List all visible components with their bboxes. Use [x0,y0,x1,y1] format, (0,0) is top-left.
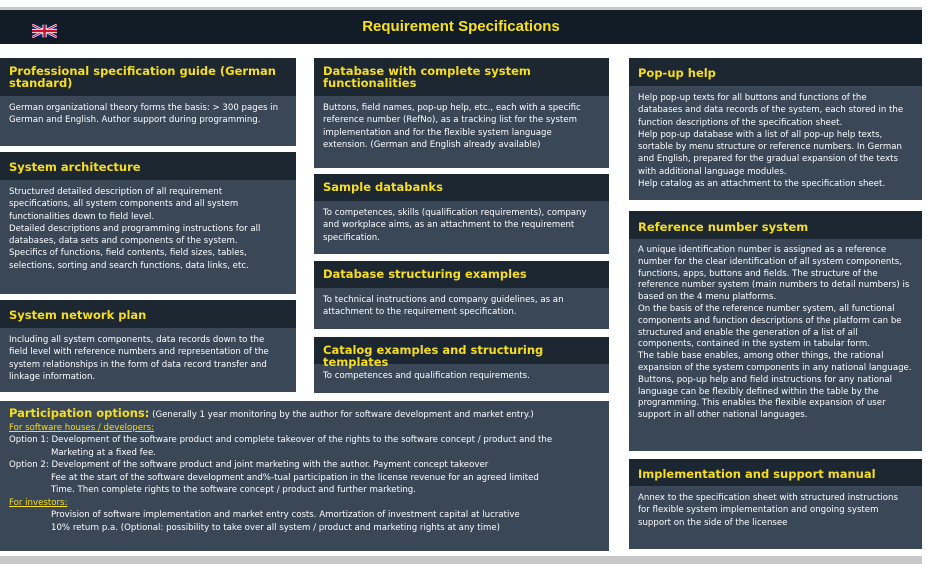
text-line: To technical instructions and company guidelines, as an [323,295,564,305]
card-system-network-plan [0,300,296,392]
participation-title: Participation options: [9,406,150,420]
text-line: Detailed descriptions and programming instructions for all [9,223,261,234]
investors-link[interactable]: For investors: [9,497,68,508]
text-line: support in all other national languages. [638,410,808,421]
text-line: databases, data sets and components of the system. [9,236,238,247]
header-bar [0,7,922,44]
text-line: The table base enables, among other things, the rational [638,351,884,362]
text-line: databases and data records of the system, each stored in the [638,105,904,116]
text-line: Help catalog as an attachment to the specification sheet. [638,179,886,190]
card-catalog-examples [314,337,609,393]
text-line: Help pop-up texts for all buttons and functions of the [638,93,867,103]
card-specification-guide [0,58,296,146]
text-line: specification. [323,232,380,243]
text-line: components, contained in the system in tabular form. [638,339,870,350]
card-title: Implementation and support manual [629,459,922,486]
text-line: Including all system components, data records down to the [9,335,265,345]
card-implementation-manual [629,459,922,549]
card-popup-help [629,58,922,200]
card-title: Reference number system [629,211,922,239]
card-body [314,96,609,151]
text-line: language can be flexibly defined within the table by the [638,386,879,397]
text-line: with additional language modules. [638,166,787,177]
text-line: Specifics of functions, field contents, field sizes, tables, [9,248,247,259]
text-line: based on the 4 menu platforms. [638,292,777,303]
card-title: Professional specification guide (German standard) [0,58,296,96]
text-line: for flexible system implementation and ongoing system [638,505,879,516]
option-2-line: Option 2: Development of the software product and joint marketing with the author. Payment concept takeover [9,460,489,470]
card-title: Pop-up help [629,58,922,86]
card-body [629,239,922,422]
text-line: reference number (RefNo), as a tracking list for the system [323,115,577,126]
text-line: number for the clear identification of all system components, [638,256,902,267]
text-line: attachment to the requirement specification. [323,307,517,318]
card-title: Sample databanks [314,174,609,201]
option-1-line: Marketing at a fixed fee. [51,447,156,458]
card-reference-number-system [629,211,922,451]
card-title: Database structuring examples [314,261,609,288]
text-line: expansion of the system components in any national language. [638,362,912,373]
text-line: Buttons, pop-up help and field instructions for any national [638,374,893,385]
text-line: reference number system (main numbers to detail numbers) is [638,280,910,291]
text-line: selections, sorting and search functions, data links, etc. [9,260,249,271]
text-line: system relationships in the form of data record transfer and [9,359,267,370]
card-system-architecture [0,152,296,294]
text-line: A unique identification number is assigned as a reference [638,245,887,255]
text-line: Annex to the specification sheet with structured instructions [638,493,898,503]
card-title: Catalog examples and structuring templates [314,337,609,364]
text-line: linkage information. [9,371,96,382]
text-line: and English, prepared for the gradual expansion of the texts [638,154,898,165]
text-line: Buttons, field names, pop-up help, etc., each with a specific [323,103,581,113]
card-title: System network plan [0,300,296,328]
text-line: and workplace aims, as an attachment to the requirement [323,220,575,231]
text-line: Structured detailed description of all requirement [9,187,223,197]
text-line: specifications, all system components and all system [9,199,239,210]
page-title: Requirement Specifications [362,18,560,35]
text-line: components and function descriptions of the platform can be [638,315,902,326]
footer-bar [0,556,922,564]
card-body [0,96,296,127]
card-body [0,180,296,272]
text-line: field level with reference numbers and representation of the [9,347,269,358]
text-line: functions, apps, buttons and fields. The structure of the [638,268,878,279]
participation-note: (Generally 1 year monitoring by the author for software development and market entry.) [152,410,534,420]
card-body [314,288,609,319]
card-database-functionalities [314,58,609,168]
card-body [629,86,922,190]
text-line: extension. (German and English already available) [323,139,541,150]
investors-line: Provision of software implementation and market entry costs. Amortization of investment capital at lucrative [51,510,520,520]
option-1-line: Option 1: Development of the software product and complete takeover of the rights to the software concept / product and the [9,435,553,445]
card-database-structuring [314,261,609,329]
card-title: System architecture [0,152,296,180]
text-line: German and English. Author support during programming. [9,115,261,126]
text-line: sortable by menu structure or reference numbers. In German [638,142,902,153]
card-title: Database with complete system functionalities [314,58,609,96]
text-line: function descriptions of the specification sheet. [638,117,843,128]
card-sample-databanks [314,174,609,254]
text-line: To competences and qualification requirements. [323,371,530,381]
text-line: support on the side of the licensee [638,517,788,528]
participation-panel [0,401,609,551]
text-line: On the basis of the reference number system, all functional [638,303,895,314]
card-body [629,486,922,529]
option-2-line: Fee at the start of the software development and%-tual participation in the license revenue for an agreed limited [51,472,539,483]
investors-line: 10% return p.a. (Optional: possibility to take over all system / product and marketing rights at any time) [51,522,500,533]
text-line: functionalities down to field level. [9,211,155,222]
software-houses-link[interactable]: For software houses / developers: [9,422,154,433]
card-body [0,328,296,383]
text-line: To competences, skills (qualification requirements), company [323,208,587,218]
text-line: structured and enable the generation of a list of all [638,327,858,338]
option-2-line: Time. Then complete rights to the software concept / product and further marketing. [51,485,416,495]
text-line: programming. This enables the flexible expansion of user [638,398,886,409]
text-line: Help pop-up database with a list of all pop-up help texts, [638,129,883,140]
text-line: German organizational theory forms the basis: > 300 pages in [9,103,279,113]
card-body [314,201,609,244]
text-line: implementation and for the flexible system language [323,127,552,138]
